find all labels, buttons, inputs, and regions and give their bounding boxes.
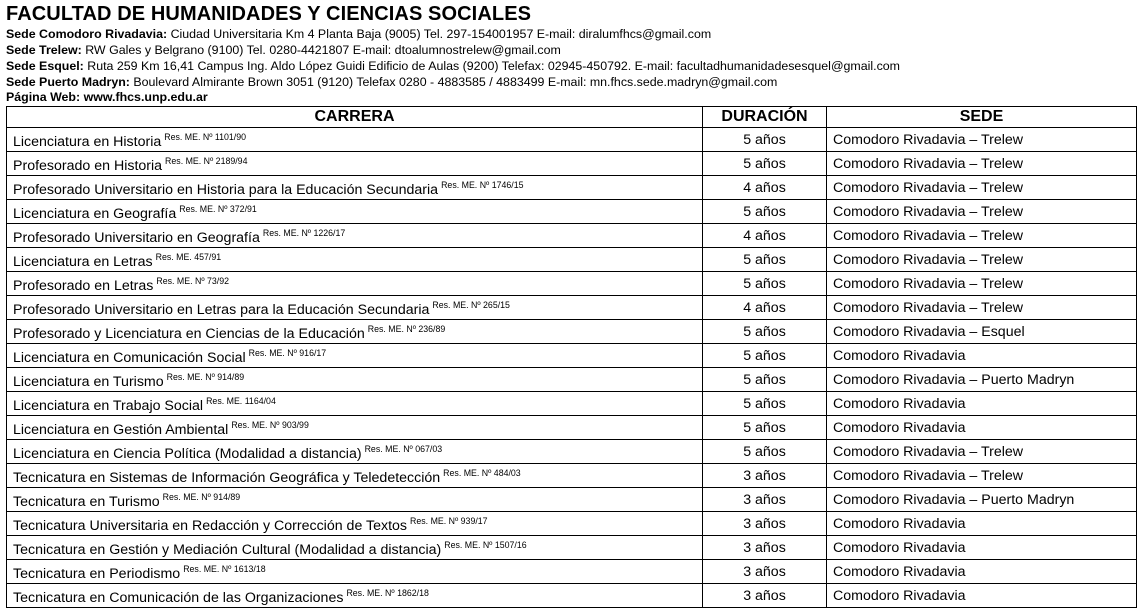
carrera-name: Licenciatura en Gestión Ambiental xyxy=(13,422,229,438)
duracion-cell: 4 años xyxy=(703,176,827,200)
carrera-name: Profesorado Universitario en Letras para la Educación Secundaria xyxy=(13,302,430,318)
duracion-cell: 3 años xyxy=(703,560,827,584)
carrera-cell xyxy=(7,416,703,440)
duracion-cell: 3 años xyxy=(703,536,827,560)
duracion-cell: 5 años xyxy=(703,152,827,176)
table-row xyxy=(7,176,1137,200)
carrera-cell xyxy=(7,584,703,608)
resolution-ref: Res. ME. Nº 73/92 xyxy=(156,276,230,286)
table-row xyxy=(7,152,1137,176)
resolution-ref: Res. ME. Nº 2189/94 xyxy=(165,156,248,166)
table-row xyxy=(7,536,1137,560)
header-sede: SEDE xyxy=(827,107,1137,128)
sede-cell: Comodoro Rivadavia – Trelew xyxy=(827,248,1137,272)
sede-label: Sede Puerto Madryn: xyxy=(6,75,130,89)
sede-comodoro-info xyxy=(6,26,711,42)
resolution-ref: Res. ME. Nº 236/89 xyxy=(367,324,446,334)
table-row xyxy=(7,224,1137,248)
carrera-name: Tecnicatura en Periodismo xyxy=(13,566,181,582)
carrera-cell xyxy=(7,440,703,464)
carrera-cell xyxy=(7,344,703,368)
duracion-cell: 5 años xyxy=(703,368,827,392)
resolution-ref: Res. ME. Nº 484/03 xyxy=(443,468,521,478)
resolution-ref: Res. ME. 457/91 xyxy=(155,252,222,262)
sede-trelew-info xyxy=(6,42,561,58)
resolution-ref: Res. ME. Nº 914/89 xyxy=(162,492,241,502)
sede-cell: Comodoro Rivadavia – Trelew xyxy=(827,224,1137,248)
carrera-name: Licenciatura en Trabajo Social xyxy=(13,398,204,414)
sede-cell: Comodoro Rivadavia xyxy=(827,392,1137,416)
sede-label: Sede Comodoro Rivadavia: xyxy=(6,27,168,41)
carrera-name: Licenciatura en Historia xyxy=(13,134,162,150)
sede-cell: Comodoro Rivadavia xyxy=(827,512,1137,536)
carrera-name: Profesorado y Licenciatura en Ciencias de la Educación xyxy=(13,326,365,342)
carrera-cell xyxy=(7,152,703,176)
table-header-row xyxy=(7,107,1137,128)
carrera-cell xyxy=(7,176,703,200)
sede-cell: Comodoro Rivadavia – Puerto Madryn xyxy=(827,488,1137,512)
table-row xyxy=(7,368,1137,392)
sede-cell: Comodoro Rivadavia xyxy=(827,536,1137,560)
duracion-cell: 5 años xyxy=(703,320,827,344)
duracion-cell: 3 años xyxy=(703,584,827,608)
sede-cell: Comodoro Rivadavia – Trelew xyxy=(827,128,1137,152)
sede-cell: Comodoro Rivadavia – Trelew xyxy=(827,464,1137,488)
sede-text: RW Gales y Belgrano (9100) Tel. 0280-4421807 E-mail: dtoalumnostrelew@gmail.com xyxy=(81,43,561,57)
resolution-ref: Res. ME. Nº 067/03 xyxy=(364,444,443,454)
carrera-cell xyxy=(7,536,703,560)
sede-puerto-madryn-info xyxy=(6,74,777,90)
sede-text: Ciudad Universitaria Km 4 Planta Baja (9005) Tel. 297-154001957 E-mail: diralumfhcs@gmail.com xyxy=(167,27,712,41)
sede-cell: Comodoro Rivadavia – Esquel xyxy=(827,320,1137,344)
table-row xyxy=(7,464,1137,488)
page-title: FACULTAD DE HUMANIDADES Y CIENCIAS SOCIALES xyxy=(6,3,532,25)
duracion-cell: 3 años xyxy=(703,488,827,512)
table-row xyxy=(7,320,1137,344)
sede-label: Sede Esquel: xyxy=(6,59,84,73)
sede-cell: Comodoro Rivadavia – Trelew xyxy=(827,176,1137,200)
sede-cell: Comodoro Rivadavia – Trelew xyxy=(827,296,1137,320)
table-row xyxy=(7,248,1137,272)
carrera-cell xyxy=(7,128,703,152)
carrera-name: Licenciatura en Geografía xyxy=(13,206,177,222)
carrera-cell xyxy=(7,224,703,248)
duracion-cell: 5 años xyxy=(703,200,827,224)
carrera-cell xyxy=(7,392,703,416)
table-row xyxy=(7,272,1137,296)
sede-cell: Comodoro Rivadavia xyxy=(827,344,1137,368)
table-row xyxy=(7,488,1137,512)
carrera-name: Profesorado en Historia xyxy=(13,158,163,174)
sede-text: Ruta 259 Km 16,41 Campus Ing. Aldo López Guidi Edificio de Aulas (9200) Telefax: 02945-450792. E-mail: facultadhumanidadesesquel@gmail.com xyxy=(83,59,900,73)
duracion-cell: 4 años xyxy=(703,296,827,320)
sede-cell: Comodoro Rivadavia – Trelew xyxy=(827,152,1137,176)
carrera-name: Tecnicatura en Turismo xyxy=(13,494,160,510)
sede-esquel-info xyxy=(6,58,900,74)
table-row xyxy=(7,344,1137,368)
duracion-cell: 5 años xyxy=(703,392,827,416)
carrera-cell xyxy=(7,200,703,224)
sede-cell: Comodoro Rivadavia – Trelew xyxy=(827,272,1137,296)
carrera-name: Tecnicatura en Gestión y Mediación Cultural (Modalidad a distancia) xyxy=(13,542,442,558)
resolution-ref: Res. ME. Nº 1507/16 xyxy=(444,540,527,550)
carrera-name: Profesorado en Letras xyxy=(13,278,154,294)
carreras-table xyxy=(6,106,1137,608)
duracion-cell: 3 años xyxy=(703,512,827,536)
carrera-cell xyxy=(7,296,703,320)
table-row xyxy=(7,296,1137,320)
resolution-ref: Res. ME. Nº 372/91 xyxy=(179,204,257,214)
table-row xyxy=(7,512,1137,536)
carrera-name: Profesorado Universitario en Historia para la Educación Secundaria xyxy=(13,182,439,198)
sede-label: Sede Trelew: xyxy=(6,43,82,57)
web-page-link: Página Web: www.fhcs.unp.edu.ar xyxy=(6,90,208,104)
table-row xyxy=(7,392,1137,416)
sede-cell: Comodoro Rivadavia – Trelew xyxy=(827,200,1137,224)
table-row xyxy=(7,560,1137,584)
carrera-cell xyxy=(7,272,703,296)
carrera-cell xyxy=(7,560,703,584)
carrera-cell xyxy=(7,464,703,488)
resolution-ref: Res. ME. Nº 939/17 xyxy=(410,516,488,526)
carrera-name: Tecnicatura en Sistemas de Información Geográfica y Teledetección xyxy=(13,470,441,486)
resolution-ref: Res. ME. 1164/04 xyxy=(206,396,276,406)
duracion-cell: 5 años xyxy=(703,272,827,296)
carrera-cell xyxy=(7,488,703,512)
carrera-cell xyxy=(7,512,703,536)
table-row xyxy=(7,200,1137,224)
resolution-ref: Res. ME. Nº 1862/18 xyxy=(346,588,429,598)
duracion-cell: 4 años xyxy=(703,224,827,248)
sede-cell: Comodoro Rivadavia xyxy=(827,584,1137,608)
resolution-ref: Res. ME. Nº 903/99 xyxy=(231,420,309,430)
carrera-cell xyxy=(7,368,703,392)
duracion-cell: 5 años xyxy=(703,440,827,464)
duracion-cell: 3 años xyxy=(703,464,827,488)
sede-cell: Comodoro Rivadavia – Puerto Madryn xyxy=(827,368,1137,392)
table-row xyxy=(7,584,1137,608)
resolution-ref: Res. ME. Nº 1101/90 xyxy=(164,132,247,142)
resolution-ref: Res. ME. Nº 914/89 xyxy=(166,372,245,382)
carrera-cell xyxy=(7,248,703,272)
duracion-cell: 5 años xyxy=(703,344,827,368)
table-row xyxy=(7,440,1137,464)
carrera-name: Licenciatura en Comunicación Social xyxy=(13,350,246,366)
duracion-cell: 5 años xyxy=(703,248,827,272)
header-carrera: CARRERA xyxy=(7,107,703,128)
resolution-ref: Res. ME. Nº 1226/17 xyxy=(262,228,346,238)
duracion-cell: 5 años xyxy=(703,416,827,440)
carrera-name: Profesorado Universitario en Geografía xyxy=(13,230,260,246)
header-duracion: DURACIÓN xyxy=(703,107,827,128)
sede-cell: Comodoro Rivadavia xyxy=(827,416,1137,440)
table-row xyxy=(7,416,1137,440)
resolution-ref: Res. ME. Nº 1746/15 xyxy=(441,180,524,190)
carrera-cell xyxy=(7,320,703,344)
duracion-cell: 5 años xyxy=(703,128,827,152)
carrera-name: Tecnicatura en Comunicación de las Organizaciones xyxy=(13,590,344,606)
carrera-name: Licenciatura en Turismo xyxy=(13,374,164,390)
carrera-name: Tecnicatura Universitaria en Redacción y Corrección de Textos xyxy=(13,518,408,534)
resolution-ref: Res. ME. Nº 265/15 xyxy=(432,300,510,310)
sede-cell: Comodoro Rivadavia xyxy=(827,560,1137,584)
carrera-name: Licenciatura en Ciencia Política (Modalidad a distancia) xyxy=(13,446,362,462)
carrera-name: Licenciatura en Letras xyxy=(13,254,153,270)
sede-text: Boulevard Almirante Brown 3051 (9120) Telefax 0280 - 4883585 / 4883499 E-mail: mn.fhcs.sede.madryn@gmail.com xyxy=(129,75,778,89)
table-row xyxy=(7,128,1137,152)
sede-cell: Comodoro Rivadavia – Trelew xyxy=(827,440,1137,464)
resolution-ref: Res. ME. Nº 1613/18 xyxy=(183,564,266,574)
resolution-ref: Res. ME. Nº 916/17 xyxy=(248,348,327,358)
